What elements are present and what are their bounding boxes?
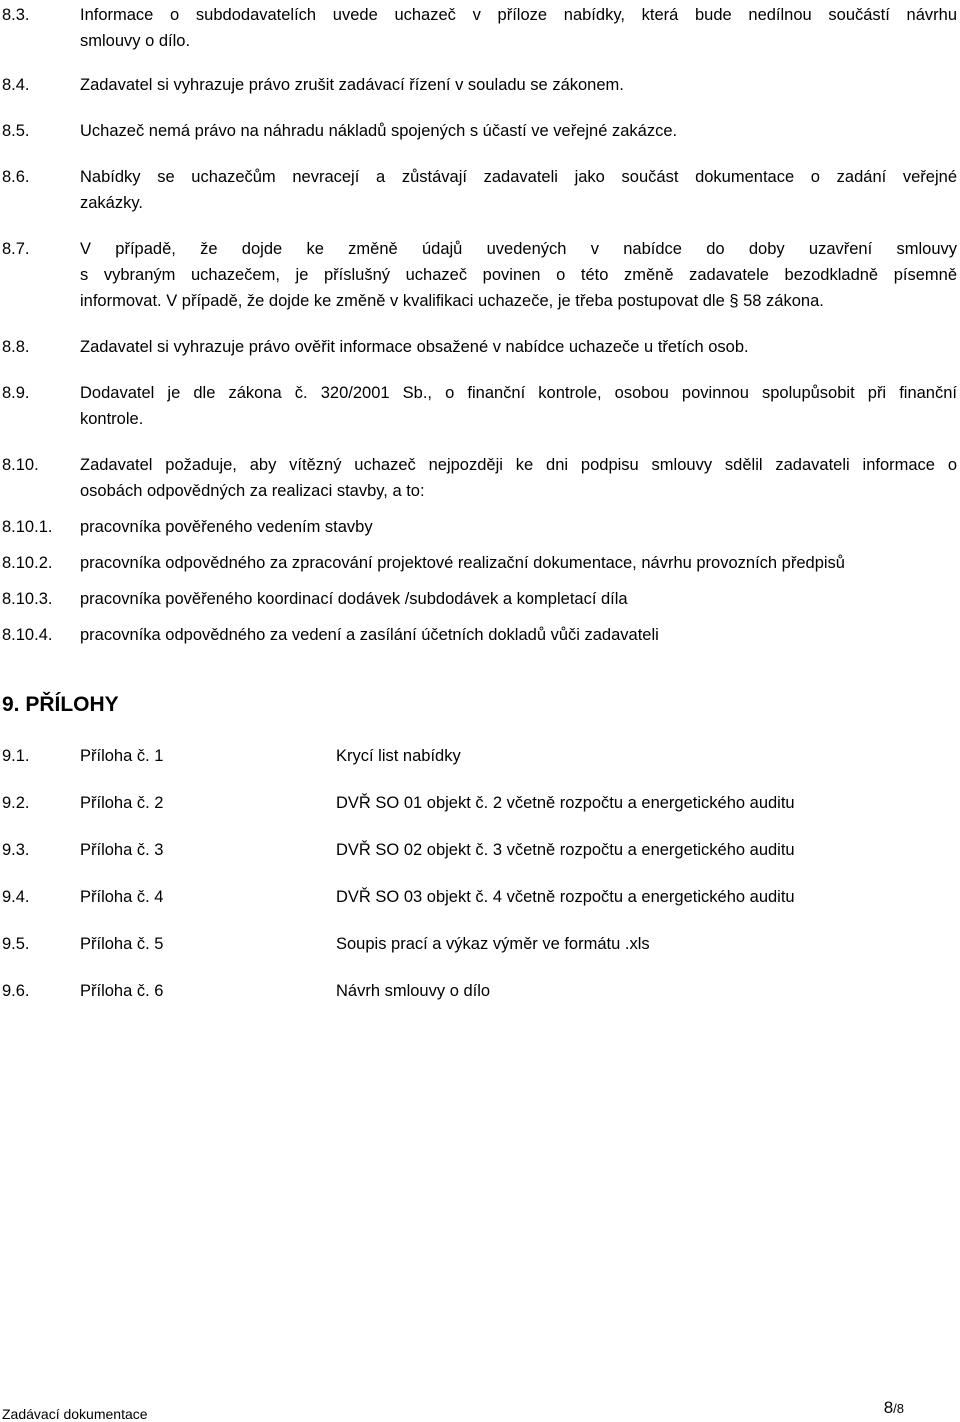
clause-number: 8.10. — [2, 456, 39, 474]
clause-text-line: pracovníka pověřeného vedením stavby — [80, 518, 373, 536]
clause-text-line: Zadavatel si vyhrazuje právo ověřit informace obsažené v nabídce uchazeče u třetích osob. — [80, 338, 749, 356]
clause-number: 8.9. — [2, 384, 30, 402]
clause-text-line: kontrole. — [80, 410, 144, 428]
clause-text — [80, 622, 957, 648]
clause-text-line: smlouvy o dílo. — [80, 32, 191, 50]
section-heading-attachments: 9. PŘÍLOHY — [2, 693, 119, 716]
attachment-row — [2, 978, 957, 1004]
clause-text-line: pracovníka odpovědného za zpracování projektové realizační dokumentace, návrhu provozních předpisů — [80, 554, 845, 572]
attachment-description: DVŘ SO 01 objekt č. 2 včetně rozpočtu a energetického auditu — [336, 794, 795, 812]
attachment-row — [2, 884, 957, 910]
clause-number: 8.6. — [2, 168, 30, 186]
attachment-description: DVŘ SO 03 objekt č. 4 včetně rozpočtu a energetického auditu — [336, 888, 795, 906]
clause-text-line: informovat. V případě, že dojde ke změně v kvalifikaci uchazeče, je třeba postupovat dle § 58 zákona. — [80, 292, 824, 310]
clause-number: 8.10.2. — [2, 554, 53, 572]
clause-text — [80, 72, 957, 98]
clause-number: 8.10.3. — [2, 590, 53, 608]
clause-text — [80, 586, 957, 612]
clause-number: 8.5. — [2, 122, 30, 140]
clause-text — [80, 550, 957, 576]
attachment-number: 9.6. — [2, 982, 30, 1000]
clause-number: 8.10.4. — [2, 626, 53, 644]
attachment-number: 9.5. — [2, 935, 30, 953]
clause-text-line: s vybraným uchazečem, je příslušný uchazeč povinen o této změně zadavatele bezodkladně písemně — [80, 266, 957, 284]
clause-text — [80, 514, 957, 540]
clause-number: 8.3. — [2, 6, 30, 24]
attachment-row — [2, 790, 957, 816]
clause-text-line: Zadavatel požaduje, aby vítězný uchazeč nejpozději ke dni podpisu smlouvy sdělil zadavateli informace o — [80, 456, 957, 474]
clause-text — [80, 452, 957, 504]
attachment-description: DVŘ SO 02 objekt č. 3 včetně rozpočtu a energetického auditu — [336, 841, 795, 859]
clause-text-line: Uchazeč nemá právo na náhradu nákladů spojených s účastí ve veřejné zakázce. — [80, 122, 678, 140]
clause-text — [80, 118, 957, 144]
clause-text-line: V případě, že dojde ke změně údajů uvedených v nabídce do doby uzavření smlouvy — [80, 240, 957, 258]
clause-text — [80, 334, 957, 360]
clause-text-line: Nabídky se uchazečům nevracejí a zůstávají zadavateli jako součást dokumentace o zadání veřejné — [80, 168, 957, 186]
attachment-number: 9.4. — [2, 888, 30, 906]
clause-text-line: osobách odpovědných za realizaci stavby, a to: — [80, 482, 425, 500]
attachment-description: Soupis prací a výkaz výměr ve formátu .xls — [336, 935, 650, 953]
attachment-name: Příloha č. 3 — [80, 841, 164, 859]
attachment-number: 9.1. — [2, 747, 30, 765]
page-current: 8 — [883, 1398, 894, 1417]
attachment-name: Příloha č. 6 — [80, 982, 164, 1000]
clause-number: 8.7. — [2, 240, 30, 258]
clause-text — [80, 236, 957, 314]
clause-text-line: Dodavatel je dle zákona č. 320/2001 Sb., o finanční kontrole, osobou povinnou spolupůsobit při finanční — [80, 384, 957, 402]
clause-number: 8.8. — [2, 338, 30, 356]
attachment-description: Návrh smlouvy o dílo — [336, 982, 491, 1000]
attachment-number: 9.3. — [2, 841, 30, 859]
page-total: /8 — [893, 1401, 904, 1416]
attachment-description: Krycí list nabídky — [336, 747, 461, 765]
clause-text-line: Zadavatel si vyhrazuje právo zrušit zadávací řízení v souladu se zákonem. — [80, 76, 624, 94]
attachment-name: Příloha č. 4 — [80, 888, 164, 906]
footer-document-title: Zadávací dokumentace — [2, 1406, 148, 1422]
attachment-name: Příloha č. 5 — [80, 935, 164, 953]
clause-text — [80, 380, 957, 432]
clause-text-line: zakázky. — [80, 194, 143, 212]
attachment-name: Příloha č. 1 — [80, 747, 164, 765]
clause-text-line: pracovníka pověřeného koordinací dodávek /subdodávek a kompletací díla — [80, 590, 628, 608]
clause-number: 8.10.1. — [2, 518, 53, 536]
attachment-row — [2, 837, 957, 863]
attachment-row — [2, 743, 957, 769]
clause-text — [80, 2, 957, 54]
clause-text-line: pracovníka odpovědného za vedení a zasílání účetních dokladů vůči zadavateli — [80, 626, 659, 644]
clause-text — [80, 164, 957, 216]
clause-number: 8.4. — [2, 76, 30, 94]
attachment-name: Příloha č. 2 — [80, 794, 164, 812]
footer-page-number — [884, 1398, 904, 1419]
attachment-row — [2, 931, 957, 957]
attachment-number: 9.2. — [2, 794, 30, 812]
clause-text-line: Informace o subdodavatelích uvede uchazeč v příloze nabídky, která bude nedílnou součástí návrhu — [80, 6, 957, 24]
